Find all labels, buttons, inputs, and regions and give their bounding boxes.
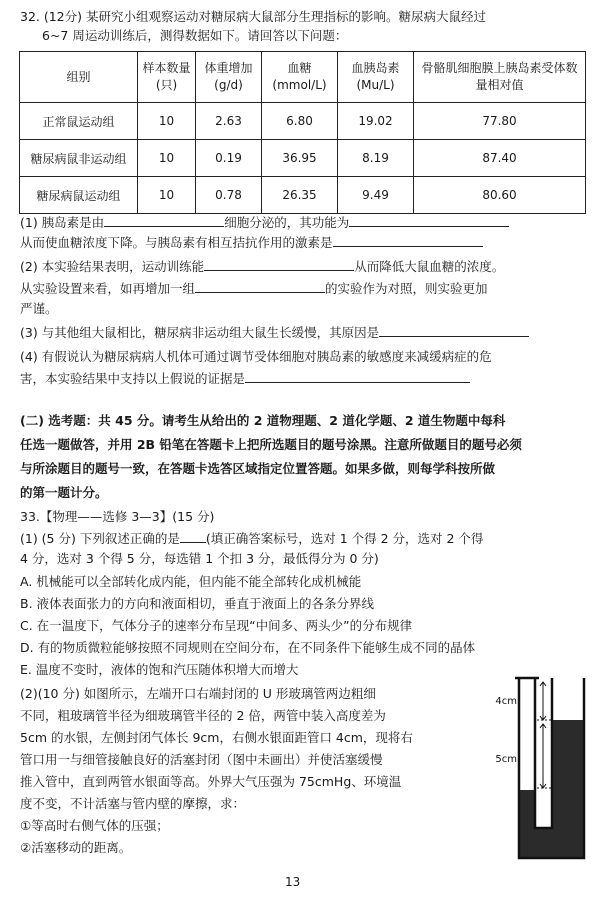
table-header-cell: 组别 [20, 52, 138, 103]
q32-header-line2: 6~7 周运动训练后，测得数据如下。请回答以下问题： [42, 28, 348, 43]
q32-sub2-line1 [20, 258, 504, 276]
table-cell: 0.78 [196, 177, 262, 214]
table-header-cell: 骨骼肌细胞膜上胰岛素受体数量相对值 [414, 52, 586, 103]
q32-sub4-line1: (4) 有假说认为糖尿病病人机体可通过调节受体细胞对胰岛素的敏感度来减缓病症的危 [20, 349, 492, 364]
u-tube-figure [477, 670, 587, 861]
table-cell: 36.95 [262, 140, 338, 177]
table-cell: 10 [138, 177, 196, 214]
q32-sub1-line1 [20, 214, 509, 232]
table-cell: 87.40 [414, 140, 586, 177]
table-cell: 正常鼠运动组 [20, 103, 138, 140]
table-cell: 19.02 [338, 103, 414, 140]
table-header-row [20, 52, 586, 103]
q32-header-line1: 32. (12分) 某研究小组观察运动对糖尿病大鼠部分生理指标的影响。糖尿病大鼠经过 [20, 9, 486, 24]
q32-sub2-text-b: 从而降低大鼠血糖的浓度。 [354, 259, 505, 274]
q32-sub3-text: (3) 与其他组大鼠相比，糖尿病非运动组大鼠生长缓慢，其原因是 [20, 325, 380, 340]
q32-sub4-text-b: 害，本实验结果中支持以上假说的证据是 [20, 371, 246, 386]
answer-blank[interactable] [204, 258, 354, 271]
q33-part2-line: 5cm 的水银，左侧封闭气体长 9cm，右侧水银面距管口 4cm，现将右 [20, 730, 413, 745]
q33-part1-text-b: (填正确答案标号，选对 1 个得 2 分，选对 2 个得 [205, 531, 484, 546]
q32-sub1-text-b: 细胞分泌的，其功能为 [224, 215, 350, 230]
section2-line1: (二) 选考题：共 45 分。请考生从给出的 2 道物理题、2 道化学题、2 道生物题中每科 [20, 413, 506, 428]
table-header-cell: 血胰岛素(Mu/L) [338, 52, 414, 103]
page-number: 13 [285, 875, 301, 889]
answer-blank[interactable] [333, 234, 483, 247]
section2-line4: 的第一题计分。 [20, 485, 108, 500]
q33-part1-text-a: (1) (5 分) 下列叙述正确的是 [20, 531, 180, 546]
q33-part2-line: 推入管中，直到两管水银面等高。外界大气压强为 75cmHg、环境温 [20, 774, 402, 789]
table-cell: 2.63 [196, 103, 262, 140]
section2-line3: 与所涂题目的题号一致，在答题卡选答区域指定位置答题。如果多做，则每学科按所做 [20, 461, 496, 476]
answer-blank[interactable] [349, 214, 509, 227]
table-cell: 10 [138, 140, 196, 177]
table-cell: 80.60 [414, 177, 586, 214]
q32-sub2-text-c: 从实验设置来看，如再增加一组 [20, 281, 196, 296]
table-header-cell: 体重增加(g/d) [196, 52, 262, 103]
option-d: D. 有的物质微粒能够按照不同规则在空间分布，在不同条件下能够生成不同的晶体 [20, 640, 476, 655]
q32-sub2-text-a: (2) 本实验结果表明，运动训练能 [20, 259, 205, 274]
q33-part1-line2: 4 分，选对 3 个得 5 分，每选错 1 个扣 3 分，最低得分为 0 分) [20, 551, 379, 566]
q33-part1-line1 [20, 530, 483, 548]
q32-sub1-line2 [20, 234, 483, 252]
table-cell: 10 [138, 103, 196, 140]
label-4cm: 4cm [495, 696, 517, 707]
table-cell: 26.35 [262, 177, 338, 214]
answer-blank[interactable] [180, 530, 206, 543]
option-e: E. 温度不变时，液体的饱和汽压随体积增大而增大 [20, 662, 299, 677]
q32-sub1-text-a: (1) 胰岛素是由 [20, 215, 105, 230]
answer-blank[interactable] [104, 214, 224, 227]
table-cell: 9.49 [338, 177, 414, 214]
table-cell: 糖尿病鼠非运动组 [20, 140, 138, 177]
q32-sub2-line3: 严谨。 [20, 301, 58, 316]
q32-sub2-line2 [20, 280, 488, 298]
option-a: A. 机械能可以全部转化成内能，但内能不能全部转化成机械能 [20, 574, 362, 589]
answer-blank[interactable] [195, 280, 325, 293]
q32-sub4-line2 [20, 370, 470, 388]
table-cell: 0.19 [196, 140, 262, 177]
q33-part2-line: 管口用一与细管接触良好的活塞封闭（图中未画出）并使活塞缓慢 [20, 752, 383, 767]
table-cell: 6.80 [262, 103, 338, 140]
option-c: C. 在一温度下，气体分子的速率分布呈现“中间多、两头少”的分布规律 [20, 618, 413, 633]
q33-part2-item: ②活塞移动的距离。 [20, 840, 132, 855]
table-row [20, 177, 586, 214]
q33-title: 33.【物理——选修 3—3】(15 分) [20, 509, 215, 524]
table-header-cell: 样本数量(只) [138, 52, 196, 103]
q32-sub2-text-d: 的实验作为对照，则实验更加 [325, 281, 488, 296]
q32-sub1-text-c: 从而使血糖浓度下降。与胰岛素有相互拮抗作用的激素是 [20, 235, 333, 250]
table-row [20, 140, 586, 177]
table-cell: 糖尿病鼠运动组 [20, 177, 138, 214]
section2-line2: 任选一题做答，并用 2B 铅笔在答题卡上把所选题目的题号涂黑。注意所做题目的题号必须 [20, 437, 522, 452]
table-header-cell: 血糖(mmol/L) [262, 52, 338, 103]
table-cell: 8.19 [338, 140, 414, 177]
answer-blank[interactable] [379, 324, 529, 337]
answer-blank[interactable] [245, 370, 470, 383]
q33-part2-line: 不同，粗玻璃管半径为细玻璃管半径的 2 倍，两管中装入高度差为 [20, 708, 386, 723]
option-b: B. 液体表面张力的方向和液面相切，垂直于液面上的各条分界线 [20, 596, 375, 611]
table-cell: 77.80 [414, 103, 586, 140]
label-5cm: 5cm [495, 754, 517, 765]
table-row [20, 103, 586, 140]
mercury-left [519, 790, 535, 858]
q32-sub3-line [20, 324, 529, 342]
q33-part2-line: 度不变，不计活塞与管内壁的摩擦，求： [20, 796, 246, 811]
q33-part2-line: (2)(10 分) 如图所示，左端开口右端封闭的 U 形玻璃管两边粗细 [20, 686, 376, 701]
data-table [19, 51, 586, 214]
q33-part2-item: ①等高时右侧气体的压强； [20, 818, 169, 833]
